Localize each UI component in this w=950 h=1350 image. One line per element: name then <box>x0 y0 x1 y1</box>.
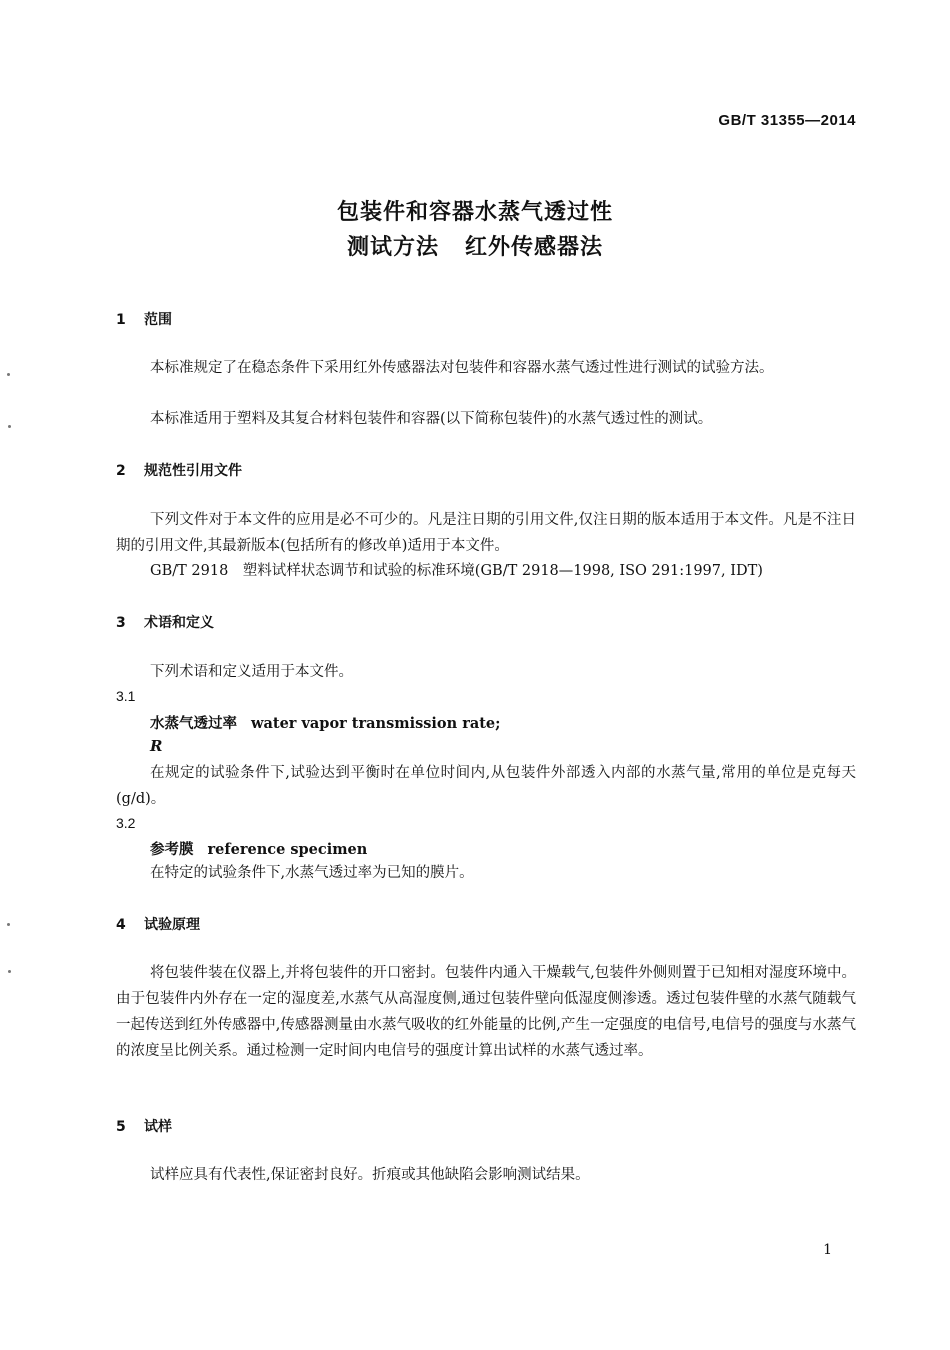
standard-code: GB/T 31355—2014 <box>718 112 856 129</box>
title-line-2 <box>0 230 950 261</box>
section-1-heading <box>116 309 172 329</box>
term-3-2 <box>150 838 367 859</box>
section-number: 5 <box>116 1119 126 1135</box>
section-number: 4 <box>116 917 126 933</box>
section-5-paragraph-1: 试样应具有代表性,保证密封良好。折痕或其他缺陷会影响测试结果。 <box>150 1167 590 1183</box>
title-line-1: 包装件和容器水蒸气透过性 <box>336 200 613 225</box>
section-1-paragraph-1: 本标准规定了在稳态条件下采用红外传感器法对包装件和容器水蒸气透过性进行测试的试验方法。 <box>150 360 774 376</box>
scan-speck <box>8 970 11 973</box>
section-title: 规范性引用文件 <box>144 463 242 479</box>
term-3-2-number: 3.2 <box>116 815 136 831</box>
term-3-1-number: 3.1 <box>116 688 136 704</box>
term-3-2-chinese: 参考膜 <box>150 842 194 858</box>
term-3-1-definition: 在规定的试验条件下,试验达到平衡时在单位时间内,从包装件外部透入内部的水蒸气量,常用的单位是克每天(g/d)。 <box>116 765 856 807</box>
section-5-heading <box>116 1116 172 1136</box>
term-3-1-chinese: 水蒸气透过率 <box>150 716 237 732</box>
section-number: 2 <box>116 463 126 479</box>
section-number: 1 <box>116 312 126 328</box>
term-3-2-definition: 在特定的试验条件下,水蒸气透过率为已知的膜片。 <box>150 865 474 881</box>
section-number: 3 <box>116 615 126 631</box>
scan-speck <box>7 373 10 376</box>
scan-speck <box>7 923 10 926</box>
section-title: 术语和定义 <box>144 615 214 631</box>
scan-speck <box>8 425 11 428</box>
section-title: 范围 <box>144 312 172 328</box>
term-3-1-english: water vapor transmission rate; <box>251 715 501 732</box>
page-number: 1 <box>823 1242 832 1258</box>
section-1-paragraph-2: 本标准适用于塑料及其复合材料包装件和容器(以下简称包装件)的水蒸气透过性的测试。 <box>150 411 713 427</box>
title-line-2-part-1: 测试方法 <box>346 235 439 260</box>
section-4-paragraph-1: 将包装件装在仪器上,并将包装件的开口密封。包装件内通入干燥载气,包装件外侧则置于已知相对湿度环境中。由于包装件内外存在一定的湿度差,水蒸气从高湿度侧,通过包装件壁向低湿度侧渗透。透过包装件壁的水蒸气随载气一起传送到红外传感器中,传感器测量由水蒸气吸收的红外能量的比例,产生一定强度的电信号,电信号的强度与水蒸气的浓度呈比例关系。通过检测一定时间内电信号的强度计算出试样的水蒸气透过率。 <box>116 965 856 1059</box>
section-3-heading <box>116 612 214 632</box>
term-3-2-english: reference specimen <box>207 841 368 858</box>
normative-reference: GB/T 2918 塑料试样状态调节和试验的标准环境(GB/T 2918—1998, ISO 291:1997, IDT) <box>150 563 763 579</box>
title-line-2-part-2: 红外传感器法 <box>465 235 604 260</box>
section-4-heading <box>116 914 200 934</box>
section-2-paragraph-1: 下列文件对于本文件的应用是必不可少的。凡是注日期的引用文件,仅注日期的版本适用于本文件。凡是不注日期的引用文件,其最新版本(包括所有的修改单)适用于本文件。 <box>116 512 856 554</box>
section-title: 试样 <box>144 1119 172 1135</box>
section-2-heading <box>116 460 242 480</box>
section-3-intro: 下列术语和定义适用于本文件。 <box>150 664 353 680</box>
term-3-1-symbol: R <box>150 737 163 755</box>
section-title: 试验原理 <box>144 917 200 933</box>
term-3-1 <box>150 712 501 733</box>
